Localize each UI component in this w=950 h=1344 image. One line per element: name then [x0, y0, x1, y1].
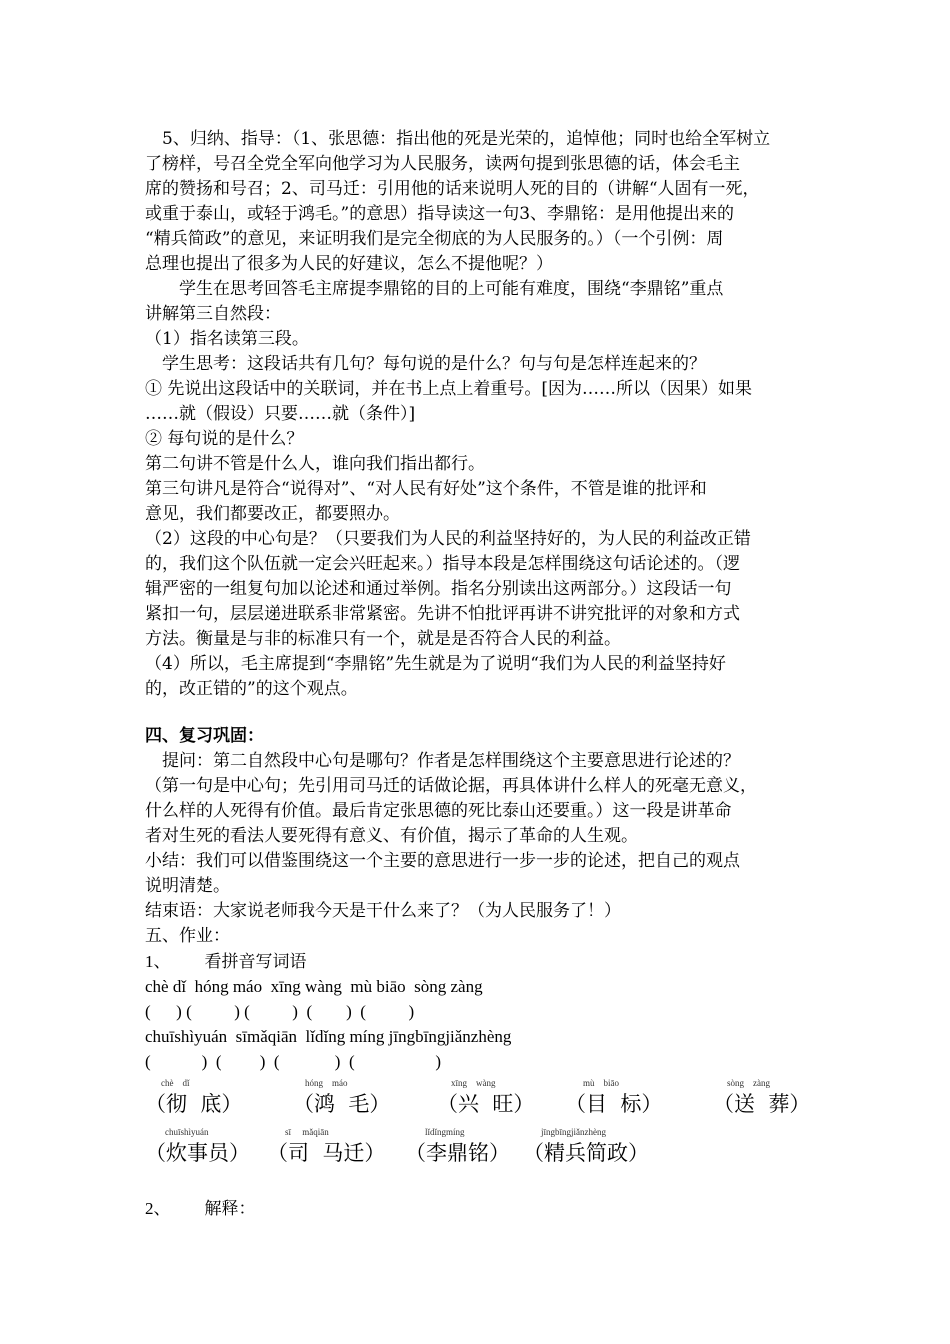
body-line: 了榜样，号召全党全军向他学习为人民服务，读两句提到张思德的话，体会毛主 [145, 154, 740, 174]
body-line: 席的赞扬和号召；2、司马迁：引用他的话来说明人死的目的（讲解“人固有一死， [145, 179, 760, 199]
answer-hanzi: （李鼎铭） [405, 1141, 510, 1165]
pinyin-annotation: hóng máo [305, 1078, 348, 1088]
review-line: 结束语：大家说老师我今天是干什么来了？（为人民服务了！） [145, 901, 621, 921]
answer-hanzi: （目 标） [565, 1092, 663, 1116]
body-line: 第二句讲不管是什么人，谁向我们指出都行。 [145, 454, 485, 474]
answer-hanzi: （送 葬） [713, 1092, 811, 1116]
review-line: 说明清楚。 [145, 876, 230, 896]
answer-hanzi: （兴 旺） [437, 1092, 535, 1116]
answer-blanks-line: ( ) ( ) ( ) ( ) ( ) [145, 1002, 415, 1021]
body-line: 紧扣一句，层层递进联系非常紧密。先讲不怕批评再讲不讲究批评的对象和方式 [145, 604, 740, 624]
body-line: （1）指名读第三段。 [145, 329, 309, 349]
answer-blanks-line: ( ) ( ) ( ) ( ) [145, 1052, 442, 1071]
pinyin-annotation: sī mǎqiān [285, 1127, 329, 1137]
body-line: 讲解第三自然段： [145, 304, 281, 324]
body-line: （4）所以，毛主席提到“李鼎铭”先生就是为了说明“我们为人民的利益坚持好 [145, 654, 726, 674]
body-line: ② 每句说的是什么？ [145, 429, 304, 449]
answer-hanzi: （精兵简政） [523, 1141, 649, 1165]
body-line: 意见，我们都要改正，都要照办。 [145, 504, 400, 524]
body-line: 方法。衡量是与非的标准只有一个，就是是否符合人民的利益。 [145, 629, 621, 649]
answer-hanzi: （炊事员） [145, 1141, 250, 1165]
pinyin-annotation: chuīshìyuán [165, 1127, 209, 1137]
answer-hanzi: （司 马迁） [267, 1141, 386, 1165]
pinyin-annotation: sòng zàng [727, 1078, 770, 1088]
body-line: 学生在思考回答毛主席提李鼎铭的目的上可能有难度，围绕“李鼎铭”重点 [145, 279, 724, 299]
pinyin-prompt-line: chè dǐ hóng máo xīng wàng mù biāo sòng zàng [145, 977, 483, 996]
pinyin-annotation: lǐdǐngmíng [425, 1127, 465, 1137]
body-line: 总理也提出了很多为人民的好建议，怎么不提他呢？） [145, 254, 553, 274]
answer-row [145, 1078, 825, 1128]
review-line: 小结：我们可以借鉴围绕这一个主要的意思进行一步一步的论述，把自己的观点 [145, 851, 740, 871]
pinyin-annotation: jīngbīngjiǎnzhèng [541, 1127, 606, 1137]
body-line: 辑严密的一组复句加以论述和通过举例。指名分别读出这两部分。）这段话一句 [145, 579, 732, 599]
pinyin-prompt-line: chuīshìyuán sīmǎqiān lǐdǐng míng jīngbīngjiǎnzhèng [145, 1027, 512, 1046]
review-line: （第一句是中心句；先引用司马迁的话做论据，再具体讲什么样人的死毫无意义， [145, 776, 757, 796]
body-line: 学生思考：这段话共有几句？每句说的是什么？句与句是怎样连起来的？ [145, 354, 706, 374]
body-line: 或重于泰山，或轻于鸿毛。”的意思）指导读这一句3、李鼎铭：是用他提出来的 [145, 204, 735, 224]
answer-hanzi: （彻 底） [145, 1092, 243, 1116]
review-line: 者对生死的看法人要死得有意义、有价值，揭示了革命的人生观。 [145, 826, 638, 846]
body-line: ……就（假设）只要……就（条件）] [145, 404, 416, 424]
body-line: 5、归纳、指导：（1、张思德：指出他的死是光荣的，追悼他；同时也给全军树立 [145, 129, 771, 149]
body-line: ① 先说出这段话中的关联词，并在书上点上着重号。[因为……所以（因果）如果 [145, 379, 753, 399]
answer-row [145, 1127, 825, 1177]
body-line: （2）这段的中心句是？（只要我们为人民的利益坚持好的，为人民的利益改正错 [145, 529, 751, 549]
section-heading-review: 四、复习巩固： [145, 726, 264, 746]
body-line: 的，我们这个队伍就一定会兴旺起来。）指导本段是怎样围绕这句话论述的。（逻 [145, 554, 740, 574]
pinyin-annotation: mù biāo [583, 1078, 619, 1088]
homework-2-label: 2、 解释： [145, 1199, 256, 1218]
answer-hanzi: （鸿 毛） [293, 1092, 391, 1116]
review-line: 提问：第二自然段中心句是哪句？作者是怎样围绕这个主要意思进行论述的？ [145, 751, 740, 771]
body-line: “精兵简政”的意见，来证明我们是完全彻底的为人民服务的。）（一个引例：周 [145, 229, 724, 249]
review-line: 五、作业： [145, 926, 230, 946]
body-line: 第三句讲凡是符合“说得对”、“对人民有好处”这个条件，不管是谁的批评和 [145, 479, 707, 499]
homework-1-label: 1、 看拼音写词语 [145, 952, 307, 971]
pinyin-annotation: xīng wàng [451, 1078, 496, 1088]
body-line: 的，改正错的”的这个观点。 [145, 679, 358, 699]
pinyin-annotation: chè dǐ [161, 1078, 190, 1088]
review-line: 什么样的人死得有价值。最后肯定张思德的死比泰山还要重。）这一段是讲革命 [145, 801, 732, 821]
